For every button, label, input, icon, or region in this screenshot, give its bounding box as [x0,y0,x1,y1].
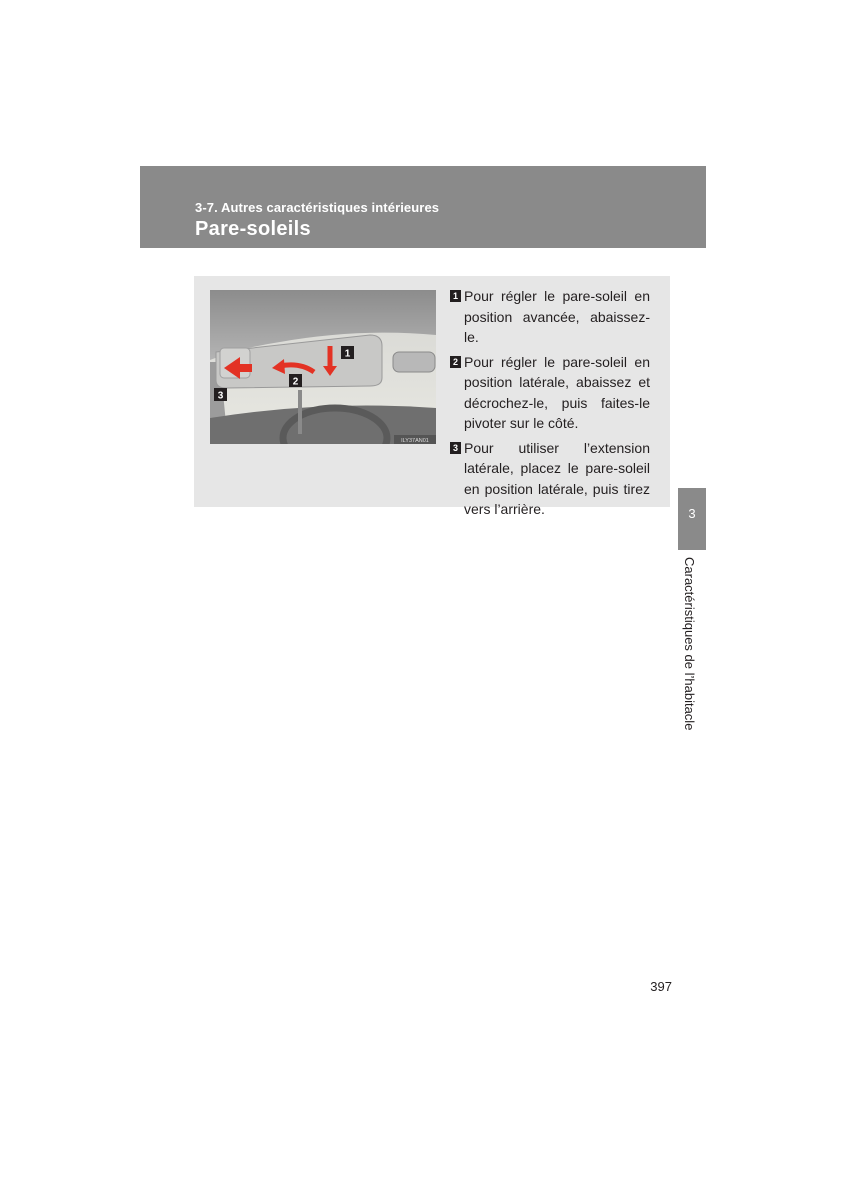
content-panel [194,276,670,517]
step-text: Pour utiliser l’extension latérale, placez le pare-soleil en position latérale, puis tirez vers l’arrière. [464,439,650,517]
step-number: 1 [450,290,461,302]
instruction-step [450,286,650,348]
instruction-step [450,438,650,520]
chapter-tab [678,488,706,550]
visor-rod [298,390,302,434]
image-code: ILY37AN01 [401,438,429,444]
sun-visor-photo [210,290,436,444]
chapter-number: 3 [688,506,696,521]
callout-2: 2 [292,376,299,388]
rearview-mirror [393,352,435,372]
instruction-list [450,286,650,524]
page-number: 397 [650,979,672,994]
step-number: 2 [450,356,461,368]
page-title: Pare-soleils [195,218,311,240]
instruction-step [450,352,650,434]
step-text: Pour régler le pare-soleil en position latérale, abaissez et décrochez-le, puis faites-le pivoter sur le côté. [464,353,650,431]
callout-3: 3 [217,390,224,402]
section-heading: 3-7. Autres caractéristiques intérieures [195,200,440,215]
chapter-title: Caractéristiques de l’habitacle [682,557,697,731]
step-text: Pour régler le pare-soleil en position avancée, abaissez-le. [464,288,650,345]
step-number: 3 [450,442,461,454]
callout-1: 1 [344,348,351,360]
page-header [140,166,706,248]
sun-visor-illustration [210,290,436,444]
